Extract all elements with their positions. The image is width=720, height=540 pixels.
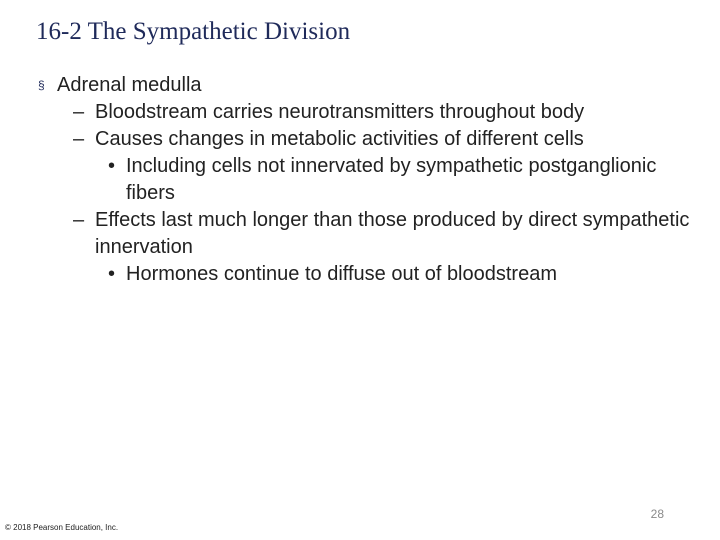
bullet-item-adrenal-medulla [38,72,698,99]
bullet-list [38,72,698,288]
bullet-item-bloodstream [38,99,698,126]
copyright-notice: © 2018 Pearson Education, Inc. [5,523,119,532]
bullet-item-non-innervated-cells [38,153,698,207]
dash-bullet-icon: – [73,128,85,150]
bullet-item-metabolic-changes [38,126,698,153]
page-number: 28 [650,507,664,521]
bullet-text: Effects last much longer than those produced by direct sympathetic innervation [95,209,690,258]
bullet-text: Including cells not innervated by sympathetic postganglionic fibers [126,155,657,204]
bullet-text: Causes changes in metabolic activities of different cells [95,128,584,150]
bullet-item-effects-duration [38,207,698,261]
dot-bullet-icon: • [108,263,116,285]
square-bullet-icon: § [38,78,45,92]
dash-bullet-icon: – [73,101,85,123]
dot-bullet-icon: • [108,155,116,177]
bullet-text: Hormones continue to diffuse out of bloodstream [126,263,557,285]
bullet-item-hormones-diffuse [38,261,698,288]
bullet-text: Bloodstream carries neurotransmitters throughout body [95,101,585,123]
bullet-text: Adrenal medulla [57,74,202,96]
dash-bullet-icon: – [73,209,85,231]
slide-title: 16-2 The Sympathetic Division [36,18,351,45]
